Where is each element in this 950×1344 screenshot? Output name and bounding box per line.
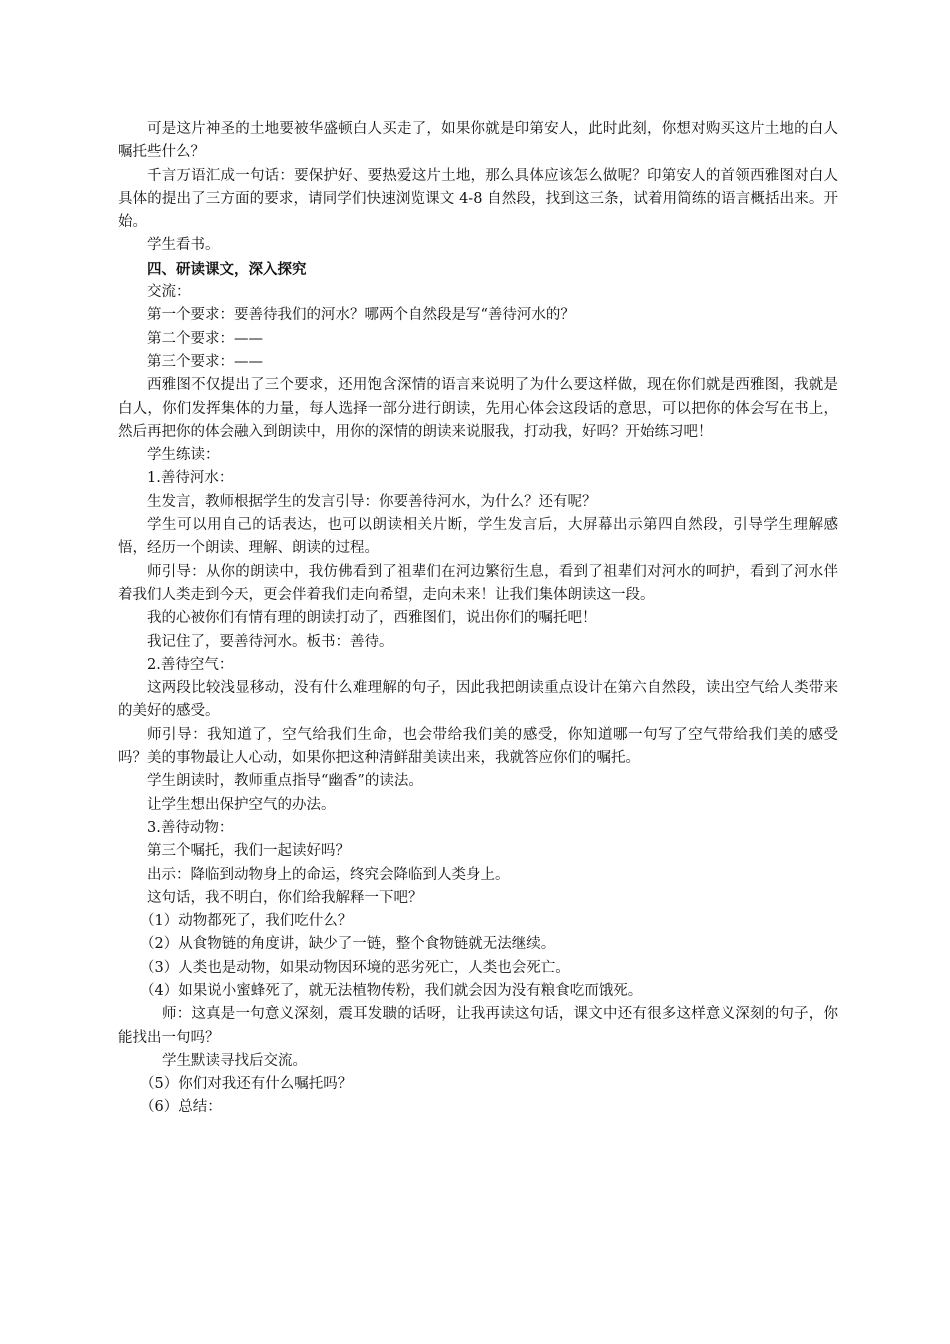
paragraph: 学生看书。 [147, 237, 220, 254]
paragraph: （2）从食物链的角度讲，缺少了一链，整个食物链就无法继续。 [140, 936, 556, 953]
paragraph: 2.善待空气： [147, 656, 234, 673]
paragraph: 我的心被你们有情有理的朗读打动了，西雅图们，说出你们的嘱托吧！ [147, 610, 597, 627]
paragraph: 出示：降临到动物身上的命运，终究会降临到人类身上。 [147, 866, 510, 883]
paragraph: 1.善待河水： [147, 470, 234, 487]
paragraph: 第三个嘱托，我们一起读好吗？ [147, 843, 350, 860]
paragraph: 这句话，我不明白，你们给我解释一下吧？ [147, 889, 423, 906]
paragraph: 师引导：我知道了，空气给我们生命，也会带给我们美的感受，你知道哪一句写了空气带给我们美的感受吗？美的事物最让人心动，如果你把这种清鲜甜美读出来，我就答应你们的嘱托。 [118, 726, 838, 767]
paragraph: 第一个要求：要善待我们的河水？哪两个自然段是写“善待河水的？ [147, 307, 575, 324]
paragraph: 让学生想出保护空气的办法。 [147, 796, 336, 813]
paragraph: 交流： [147, 284, 191, 301]
paragraph: （1）动物都死了，我们吃什么？ [140, 913, 353, 930]
document-page [118, 118, 838, 1120]
section-heading: 四、研读课文，深入探究 [147, 260, 307, 278]
paragraph: 可是这片神圣的土地要被华盛顿白人买走了，如果你就是印第安人，此时此刻，你想对购买这片土地的白人嘱托些什么？ [118, 121, 838, 161]
paragraph: 师引导：从你的朗读中，我仿佛看到了祖辈们在河边繁衍生息，看到了祖辈们对河水的呵护，看到了河水伴着我们人类走到今天，更会伴着我们走向希望，走向未来！让我们集体朗读这一段。 [118, 563, 838, 603]
paragraph: （6）总结： [140, 1099, 222, 1116]
paragraph: （5）你们对我还有什么嘱托吗？ [140, 1076, 353, 1093]
paragraph: 学生练读： [147, 447, 220, 464]
paragraph: 生发言，教师根据学生的发言引导：你要善待河水，为什么？还有呢？ [147, 493, 597, 510]
paragraph: 千言万语汇成一句话：要保护好、要热爱这片土地，那么具体应该怎么做呢？印第安人的首领西雅图对白人具体的提出了三方面的要求，请同学们快速浏览课文 4-8 自然段，找到这三条，试着用简练的语言概括出来。开始。 [118, 167, 838, 231]
paragraph: 第三个要求：—— [147, 353, 263, 370]
paragraph: （3）人类也是动物，如果动物因环境的恶劣死亡，人类也会死亡。 [140, 959, 570, 976]
paragraph: 我记住了，要善待河水。板书：善待。 [147, 633, 394, 650]
paragraph: 第二个要求：—— [147, 330, 263, 347]
paragraph: （4）如果说小蜜蜂死了，就无法植物传粉，我们就会因为没有粮食吃而饿死。 [140, 982, 643, 999]
paragraph: 这两段比较浅显移动，没有什么难理解的句子，因此我把朗读重点设计在第六自然段，读出空气给人类带来的美好的感受。 [118, 680, 838, 720]
paragraph: 师：这真是一句意义深刻，震耳发聩的话呀，让我再读这句话，课文中还有很多这样意义深刻的句子，你能找出一句吗？ [118, 1006, 838, 1046]
paragraph: 西雅图不仅提出了三个要求，还用饱含深情的语言来说明了为什么要这样做，现在你们就是西雅图，我就是白人，你们发挥集体的力量，每人选择一部分进行朗读，先用心体会这段话的意思，可以把你的体会写在书上，然后再把你的体会融入到朗读中，用你的深情的朗读来说服我，打动我，好吗？开始练习吧！ [118, 377, 838, 440]
paragraph: 学生可以用自己的话表达，也可以朗读相关片断，学生发言后，大屏幕出示第四自然段，引导学生理解感悟，经历一个朗读、理解、朗读的过程。 [118, 517, 838, 557]
paragraph: 3.善待动物： [147, 819, 234, 836]
paragraph: 学生朗读时，教师重点指导“幽香”的读法。 [147, 773, 423, 790]
paragraph: 学生默读寻找后交流。 [162, 1052, 307, 1069]
